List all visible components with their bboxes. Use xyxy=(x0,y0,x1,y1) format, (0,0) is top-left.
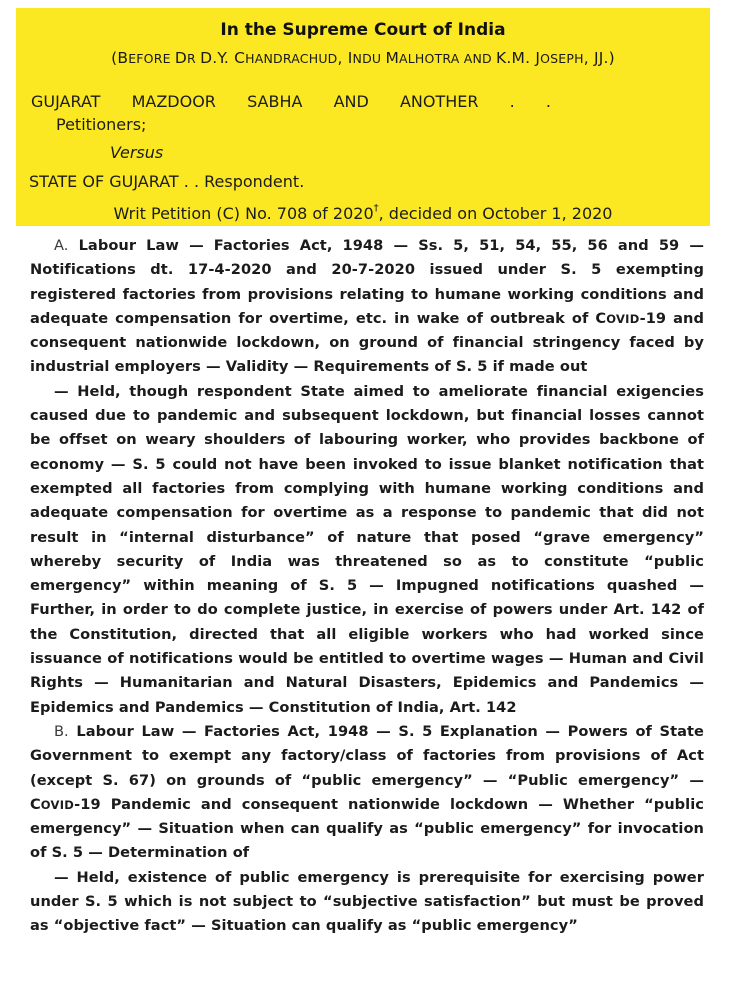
headnote-b: B. Labour Law — Factories Act, 1948 — S. 5 Explanation — Powers of State Government to exempt any factory/class of factories from provisions of Act (except S. 67) on grounds of “public emergency” — “Public emergency” — COVID-19 Pandemic and consequent nationwide lockdown — Whether “public emergency” — Situation when can qualify as “public emergency” for invocation of S. 5 — Determination of xyxy=(30,722,704,862)
petitioner-name: GUJARAT MAZDOOR SABHA AND ANOTHER . . xyxy=(31,92,551,111)
headnote-a: A. Labour Law — Factories Act, 1948 — Ss. 5, 51, 54, 55, 56 and 59 — Notifications dt. 17-4-2020 and 20-7-2020 issued under S. 5 exempting registered factories from provisions relating to humane working conditions and adequate compensation for overtime, etc. in wake of outbreak of COVID-19 and consequent nationwide lockdown, on ground of financial stringency faced by industrial employers — Validity — Requirements of S. 5 if made out xyxy=(30,237,704,376)
headnote-a-label: A. xyxy=(54,237,69,254)
headnotes xyxy=(30,234,704,939)
versus-label: Versus xyxy=(110,143,164,162)
court-title: In the Supreme Court of India xyxy=(220,20,506,40)
footnote-dagger[interactable]: † xyxy=(373,202,379,214)
headnote-a-held: — Held, though respondent State aimed to ameliorate financial exigencies caused due to pandemic and subsequent lockdown, but financial losses cannot be offset on weary shoulders of labouring worker, who provides backbone of economy — S. 5 could not have been invoked to issue blanket notification that exempted all factories from complying with humane working conditions and adequate compensation for overtime as a response to pandemic that did not result in “internal disturbance” of nature that posed “grave emergency” whereby security of India was threatened so as to constitute “public emergency” within meaning of S. 5 — Impugned notifications quashed — Further, in order to do complete justice, in exercise of powers under Art. 142 of the Constitution, directed that all eligible workers who had worked since issuance of notifications would be entitled to overtime wages — Human and Civil Rights — Humanitarian and Natural Disasters, Epidemics and Pandemics — Epidemics and Pandemics — Constitution of India, Art. 142 xyxy=(30,382,704,716)
case-header xyxy=(16,8,710,226)
respondent-line: STATE OF GUJARAT . . Respondent. xyxy=(29,172,305,191)
headnote-b-held: — Held, existence of public emergency is prerequisite for exercising power under S. 5 which is not subject to “subjective satisfaction” but must be proved as “objective fact” — Situation can qualify as “public emergency” xyxy=(30,868,704,935)
writ-petition-line: Writ Petition (C) No. 708 of 2020†, decided on October 1, 2020 xyxy=(113,202,613,223)
petitioner-role: Petitioners; xyxy=(56,115,147,134)
bench-line: (BEFORE DR D.Y. CHANDRACHUD, INDU MALHOTRA AND K.M. JOSEPH, JJ.) xyxy=(111,49,615,67)
headnote-b-label: B. xyxy=(54,722,69,740)
